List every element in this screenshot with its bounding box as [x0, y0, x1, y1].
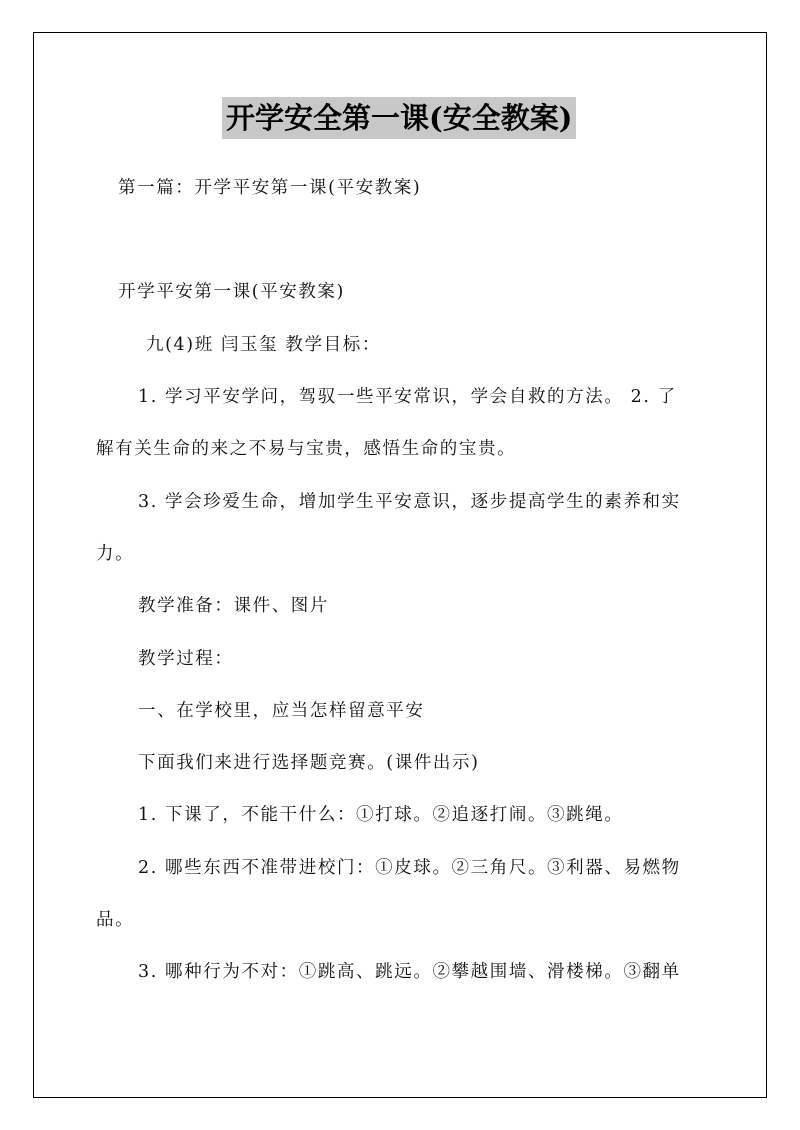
- paragraph-line: 解有关生命的来之不易与宝贵，感悟生命的宝贵。: [96, 439, 517, 459]
- paragraph-line: 教学过程：: [138, 649, 234, 669]
- paragraph-line: 一、在学校里，应当怎样留意平安: [138, 701, 425, 721]
- paragraph-line: 1. 学习平安学问，驾驭一些平安常识，学会自救的方法。 2. 了: [138, 387, 677, 407]
- paragraph-line: 2. 哪些东西不准带进校门：①皮球。②三角尺。③利器、易燃物: [138, 858, 681, 878]
- paragraph-line: 3. 哪种行为不对：①跳高、跳远。②攀越围墙、滑楼梯。③翻单: [138, 962, 681, 982]
- author-line: 九(4)班 闫玉玺 教学目标：: [146, 335, 381, 355]
- paragraph-line: 3. 学会珍爱生命，增加学生平安意识，逐步提高学生的素养和实: [138, 492, 681, 512]
- paragraph-line: 1. 下课了，不能干什么：①打球。②追逐打闹。③跳绳。: [138, 805, 624, 825]
- section-heading: 第一篇：开学平安第一课(平安教案): [118, 178, 422, 198]
- paragraph-line: 品。: [96, 910, 135, 930]
- paragraph-line: 教学准备：课件、图片: [138, 596, 329, 616]
- paragraph-line: 力。: [96, 544, 135, 564]
- lesson-title: 开学平安第一课(平安教案): [118, 282, 345, 302]
- paragraph-line: 下面我们来进行选择题竞赛。(课件出示): [138, 753, 480, 773]
- document-title: 开学安全第一课(安全教案): [222, 97, 576, 139]
